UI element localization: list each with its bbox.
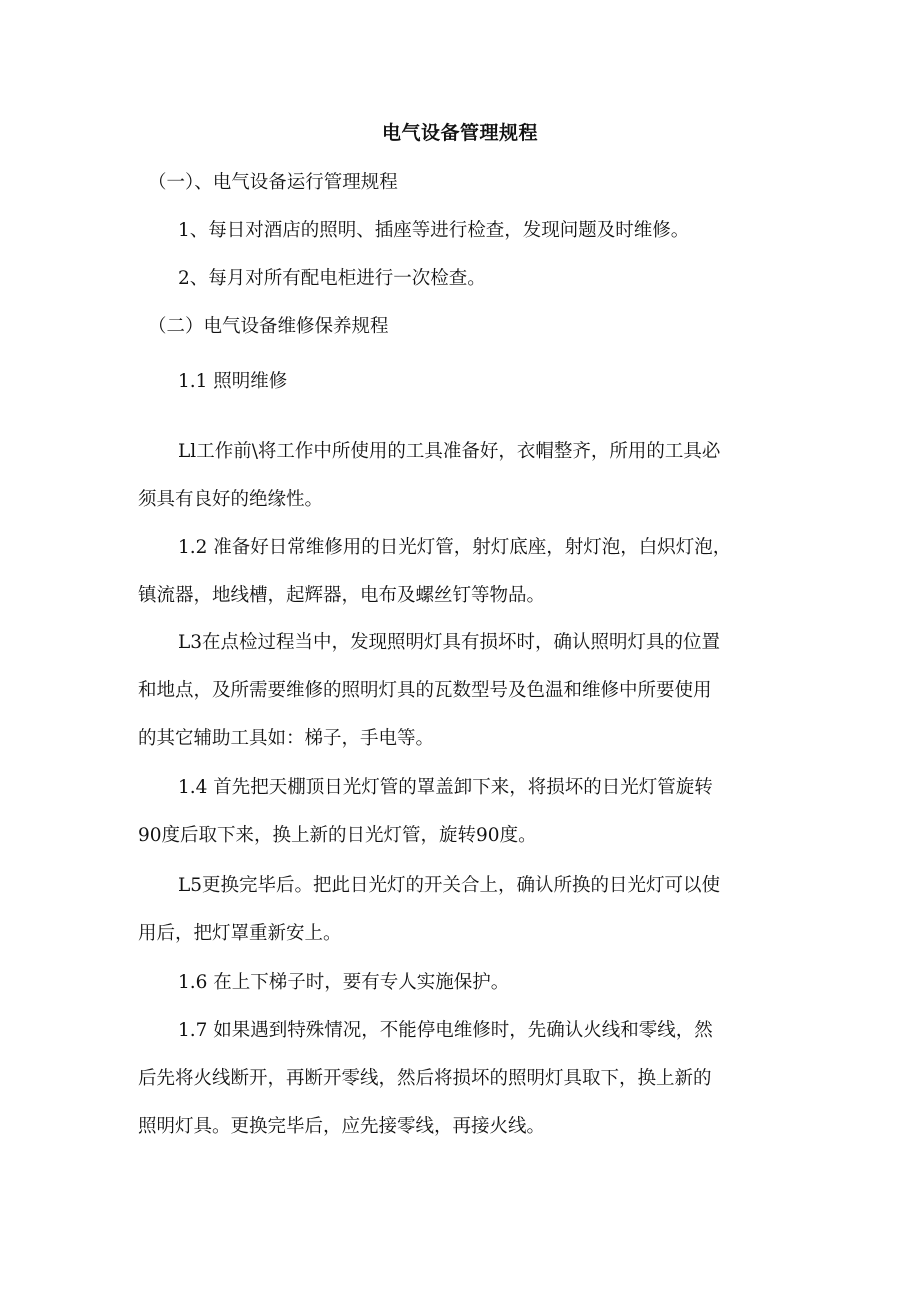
paragraph-1-7-line-3: 照明灯具。更换完毕后，应先接零线，再接火线。 [138,1116,546,1137]
section-heading-2: （二）电气设备维修保养规程 [148,316,389,337]
paragraph-1-7-line-2: 后先将火线断开，再断开零线，然后将损坏的照明灯具取下，换上新的 [138,1068,712,1089]
paragraph-l1-line-1: Ll工作前\将工作中所使用的工具准备好，衣帽整齐，所用的工具必 [178,441,721,462]
paragraph-1-2-line-2: 镇流器，地线槽，起辉器，电布及螺丝钉等物品。 [138,585,546,606]
sub-heading-1-1: 1.1 照明维修 [178,371,288,392]
paragraph-l5-line-2: 用后，把灯罩重新安上。 [138,923,342,944]
page-title: 电气设备管理规程 [381,122,538,144]
paragraph-l1-line-2: 须具有良好的绝缘性。 [138,489,324,510]
paragraph-l3-line-1: L3在点检过程当中，发现照明灯具有损坏时，确认照明灯具的位置 [178,632,721,653]
section-heading-1: （一）、电气设备运行管理规程 [148,172,398,193]
paragraph-1-6: 1.6 在上下梯子时，要有专人实施保护。 [178,972,510,993]
paragraph-l3-line-2: 和地点，及所需要维修的照明灯具的瓦数型号及色温和维修中所要使用 [138,680,712,701]
list-item-2: 2、每月对所有配电柜进行一次检查。 [178,268,486,289]
paragraph-l3-line-3: 的其它辅助工具如：梯子，手电等。 [138,728,435,749]
paragraph-1-2-line-1: 1.2 准备好日常维修用的日光灯管，射灯底座，射灯泡，白炽灯泡， [178,537,732,558]
list-item-1: 1、每日对酒店的照明、插座等进行检查，发现问题及时维修。 [178,220,690,241]
paragraph-l5-line-1: L5更换完毕后。把此日光灯的开关合上，确认所换的日光灯可以使 [178,875,721,896]
paragraph-1-4-line-1: 1.4 首先把天棚顶日光灯管的罩盖卸下来，将损坏的日光灯管旋转 [178,777,713,798]
paragraph-1-4-line-2: 90度后取下来，换上新的日光灯管，旋转90度。 [138,825,537,846]
paragraph-1-7-line-1: 1.7 如果遇到特殊情况，不能停电维修时，先确认火线和零线，然 [178,1020,713,1041]
